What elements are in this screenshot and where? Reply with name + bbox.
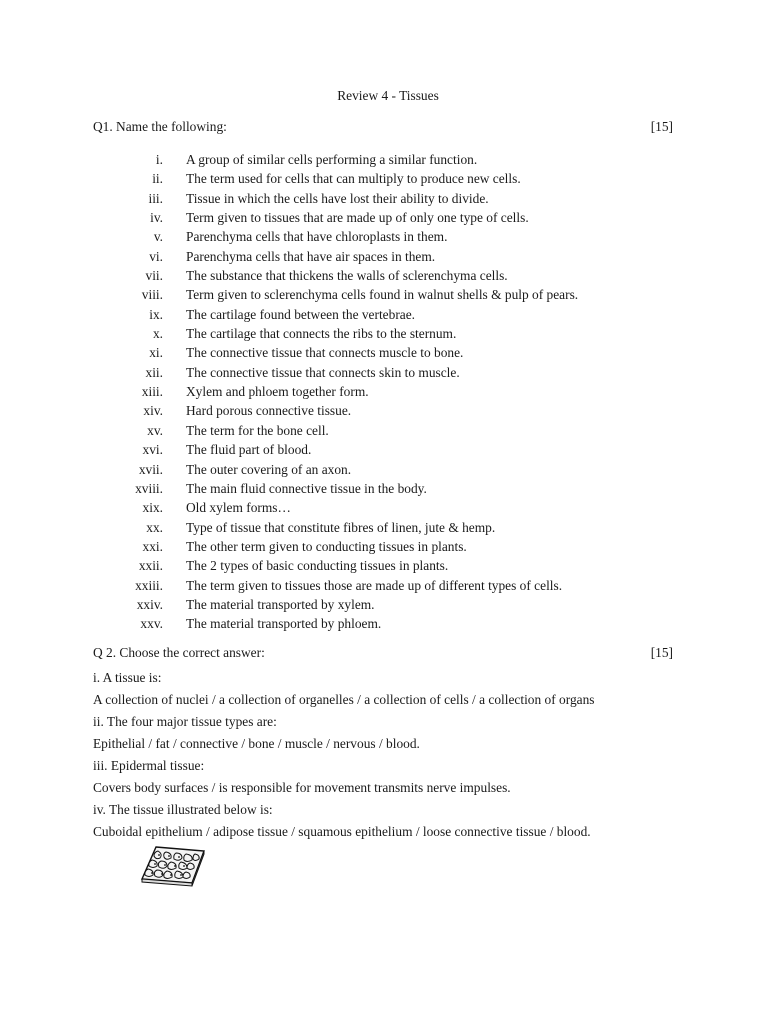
item-text: The connective tissue that connects muscle to bone. bbox=[186, 345, 464, 361]
item-number: vi. bbox=[149, 248, 163, 264]
list-item bbox=[0, 421, 768, 440]
answer-options: Cuboidal epithelium / adipose tissue / squamous epithelium / loose connective tissue / blood. bbox=[93, 824, 591, 839]
list-item bbox=[0, 247, 768, 266]
item-number: xxiii. bbox=[135, 577, 163, 593]
q1-list bbox=[0, 150, 768, 634]
item-text: The other term given to conducting tissues in plants. bbox=[186, 538, 467, 554]
list-item bbox=[0, 556, 768, 575]
item-text: The term used for cells that can multiply to produce new cells. bbox=[186, 171, 521, 187]
list-item bbox=[0, 285, 768, 304]
item-text: Tissue in which the cells have lost their ability to divide. bbox=[186, 190, 489, 206]
list-item bbox=[0, 576, 768, 595]
item-text: The outer covering of an axon. bbox=[186, 461, 352, 477]
sub-question: iv. The tissue illustrated below is: bbox=[93, 802, 273, 817]
q1-heading: Q1. Name the following: bbox=[93, 119, 227, 134]
item-text: The cartilage found between the vertebrae. bbox=[186, 306, 416, 322]
item-text: Hard porous connective tissue. bbox=[186, 403, 352, 419]
list-item bbox=[0, 343, 768, 362]
q2-heading: Q 2. Choose the correct answer: bbox=[93, 645, 265, 660]
item-number: xii. bbox=[145, 364, 163, 380]
list-item bbox=[0, 150, 768, 169]
item-number: iv. bbox=[150, 210, 163, 226]
item-text: A group of similar cells performing a similar function. bbox=[186, 152, 478, 167]
item-text: The term given to tissues those are made up of different types of cells. bbox=[186, 577, 563, 593]
item-number: xxi. bbox=[142, 538, 163, 554]
item-text: Xylem and phloem together form. bbox=[186, 384, 369, 400]
list-item bbox=[0, 266, 768, 285]
answer-options: A collection of nuclei / a collection of organelles / a collection of cells / a collection of organs bbox=[93, 692, 595, 707]
sub-question: i. A tissue is: bbox=[93, 670, 162, 685]
item-text: The cartilage that connects the ribs to the sternum. bbox=[186, 326, 457, 342]
sub-question: ii. The four major tissue types are: bbox=[93, 714, 277, 729]
item-text: Parenchyma cells that have chloroplasts in them. bbox=[186, 229, 448, 245]
list-item bbox=[0, 460, 768, 479]
item-number: xxv. bbox=[140, 616, 163, 632]
item-text: The connective tissue that connects skin to muscle. bbox=[186, 364, 460, 380]
item-number: xvii. bbox=[138, 461, 163, 477]
list-item bbox=[0, 614, 768, 633]
list-item bbox=[0, 498, 768, 517]
list-item bbox=[0, 401, 768, 420]
q1-marks: [15] bbox=[650, 119, 673, 134]
q2-body bbox=[93, 667, 693, 843]
item-number: xx. bbox=[146, 519, 163, 535]
item-number: xiii. bbox=[141, 384, 163, 400]
list-item bbox=[0, 518, 768, 537]
q1-header bbox=[93, 119, 673, 135]
item-text: The substance that thickens the walls of sclerenchyma cells. bbox=[186, 268, 508, 284]
item-number: xi. bbox=[149, 345, 163, 361]
sub-question: iii. Epidermal tissue: bbox=[93, 758, 205, 773]
item-number: xix. bbox=[142, 500, 163, 516]
item-text: The material transported by xylem. bbox=[186, 596, 375, 612]
item-text: Parenchyma cells that have air spaces in them. bbox=[186, 248, 436, 264]
list-item bbox=[0, 305, 768, 324]
item-number: xvi. bbox=[142, 442, 163, 458]
list-item bbox=[0, 479, 768, 498]
q2-header bbox=[93, 645, 673, 661]
item-number: ii. bbox=[152, 171, 163, 187]
item-number: vii. bbox=[145, 268, 163, 284]
item-number: xviii. bbox=[135, 480, 163, 496]
list-item bbox=[0, 537, 768, 556]
item-text: The 2 types of basic conducting tissues in plants. bbox=[186, 558, 449, 574]
list-item bbox=[0, 324, 768, 343]
list-item bbox=[0, 363, 768, 382]
item-text: Term given to sclerenchyma cells found in walnut shells & pulp of pears. bbox=[186, 287, 579, 303]
item-number: viii. bbox=[141, 287, 163, 303]
item-text: The term for the bone cell. bbox=[186, 422, 329, 438]
item-number: i. bbox=[155, 152, 163, 167]
answer-options: Epithelial / fat / connective / bone / muscle / nervous / blood. bbox=[93, 736, 420, 751]
list-item bbox=[0, 382, 768, 401]
item-text: Term given to tissues that are made up of only one type of cells. bbox=[186, 210, 529, 226]
item-number: xv. bbox=[147, 422, 163, 438]
item-number: iii. bbox=[148, 190, 163, 206]
page-title: Review 4 - Tissues bbox=[337, 88, 439, 103]
item-text: The material transported by phloem. bbox=[186, 616, 382, 632]
list-item bbox=[0, 169, 768, 188]
list-item bbox=[0, 189, 768, 208]
item-number: ix. bbox=[149, 306, 163, 322]
q2-marks: [15] bbox=[650, 645, 673, 660]
list-item bbox=[0, 208, 768, 227]
item-number: v. bbox=[153, 229, 163, 245]
item-number: xxiv. bbox=[136, 596, 163, 612]
item-text: The fluid part of blood. bbox=[186, 442, 312, 458]
item-number: x. bbox=[152, 326, 163, 342]
item-text: Type of tissue that constitute fibres of linen, jute & hemp. bbox=[186, 519, 496, 535]
item-text: The main fluid connective tissue in the body. bbox=[186, 480, 427, 496]
answer-options: Covers body surfaces / is responsible for movement transmits nerve impulses. bbox=[93, 780, 511, 795]
list-item bbox=[0, 595, 768, 614]
list-item bbox=[0, 440, 768, 459]
item-text: Old xylem forms… bbox=[186, 500, 291, 516]
item-number: xiv. bbox=[143, 403, 163, 419]
tissue-sketch-icon bbox=[140, 843, 206, 887]
list-item bbox=[0, 227, 768, 246]
item-number: xxii. bbox=[138, 558, 163, 574]
